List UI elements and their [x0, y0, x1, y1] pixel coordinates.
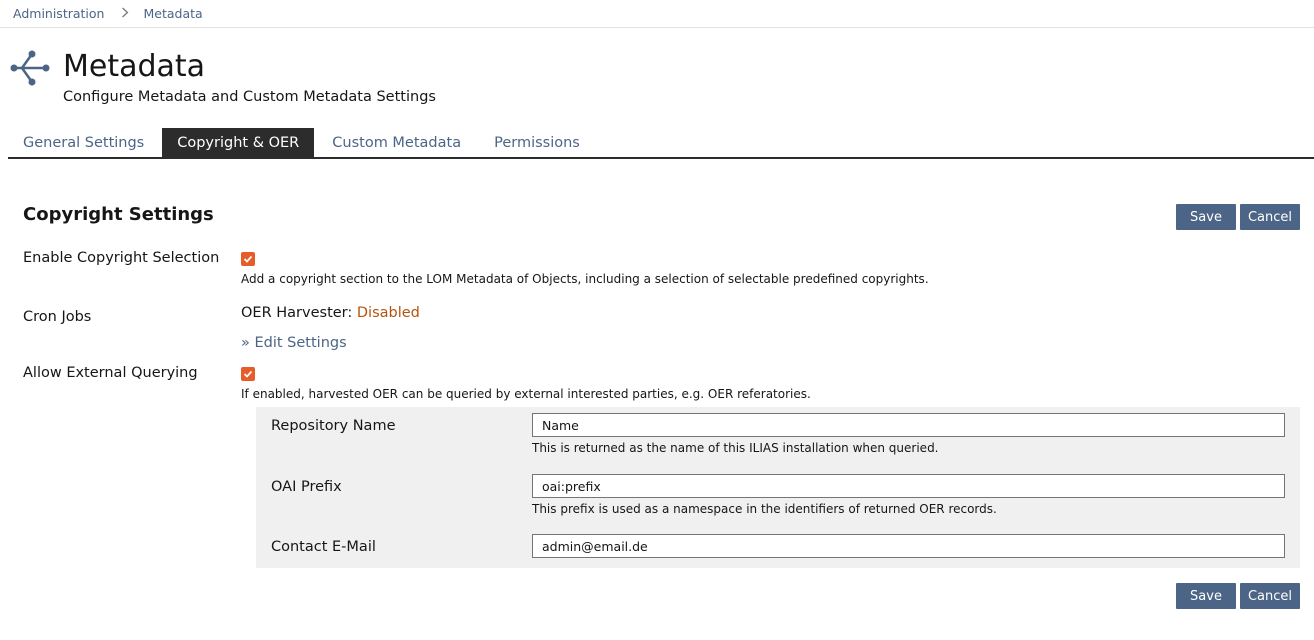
enable-copyright-label: Enable Copyright Selection [23, 250, 220, 266]
edit-settings-link[interactable]: » Edit Settings [241, 335, 347, 351]
external-querying-label: Allow External Querying [23, 365, 198, 381]
oai-prefix-help: This prefix is used as a namespace in the identifiers of returned OER records. [532, 502, 997, 516]
enable-copyright-help: Add a copyright section to the LOM Metadata of Objects, including a selection of selectable predefined copyrights. [241, 272, 929, 286]
external-querying-help: If enabled, harvested OER can be queried by external interested parties, e.g. OER referatories. [241, 387, 811, 401]
breadcrumb-chevron-icon [121, 7, 129, 21]
page-title: Metadata [63, 49, 206, 84]
cron-jobs-label: Cron Jobs [23, 309, 92, 325]
contact-email-label: Contact E-Mail [271, 539, 376, 555]
oai-prefix-label: OAI Prefix [271, 479, 342, 495]
tab-bar [8, 128, 1314, 159]
section-title: Copyright Settings [23, 204, 214, 225]
oer-harvester-label: OER Harvester: [241, 305, 353, 321]
contact-email-input[interactable] [532, 534, 1285, 558]
external-querying-checkbox[interactable] [241, 367, 255, 381]
tab-permissions[interactable]: Permissions [494, 134, 580, 151]
save-button-top[interactable]: Save [1176, 204, 1236, 230]
breadcrumb-item-administration[interactable]: Administration [13, 6, 105, 21]
tab-general-settings[interactable]: General Settings [23, 134, 145, 151]
repository-name-input[interactable] [532, 413, 1285, 437]
tab-copyright-oer[interactable]: Copyright & OER [162, 128, 314, 157]
breadcrumb [0, 0, 1314, 28]
metadata-network-icon [10, 50, 50, 86]
oai-prefix-input[interactable] [532, 474, 1285, 498]
cancel-button-bottom[interactable]: Cancel [1240, 583, 1300, 609]
checkmark-icon [243, 254, 253, 264]
page-subtitle: Configure Metadata and Custom Metadata Settings [63, 89, 436, 105]
oer-harvester-status: Disabled [356, 305, 420, 321]
save-button-bottom[interactable]: Save [1176, 583, 1236, 609]
enable-copyright-checkbox[interactable] [241, 252, 255, 266]
repository-name-label: Repository Name [271, 418, 396, 434]
oer-harvester-info [241, 305, 420, 321]
tab-custom-metadata[interactable]: Custom Metadata [332, 134, 462, 151]
checkmark-icon [243, 369, 253, 379]
repository-name-help: This is returned as the name of this ILIAS installation when queried. [532, 441, 939, 455]
breadcrumb-item-metadata[interactable]: Metadata [143, 6, 203, 21]
cancel-button-top[interactable]: Cancel [1240, 204, 1300, 230]
